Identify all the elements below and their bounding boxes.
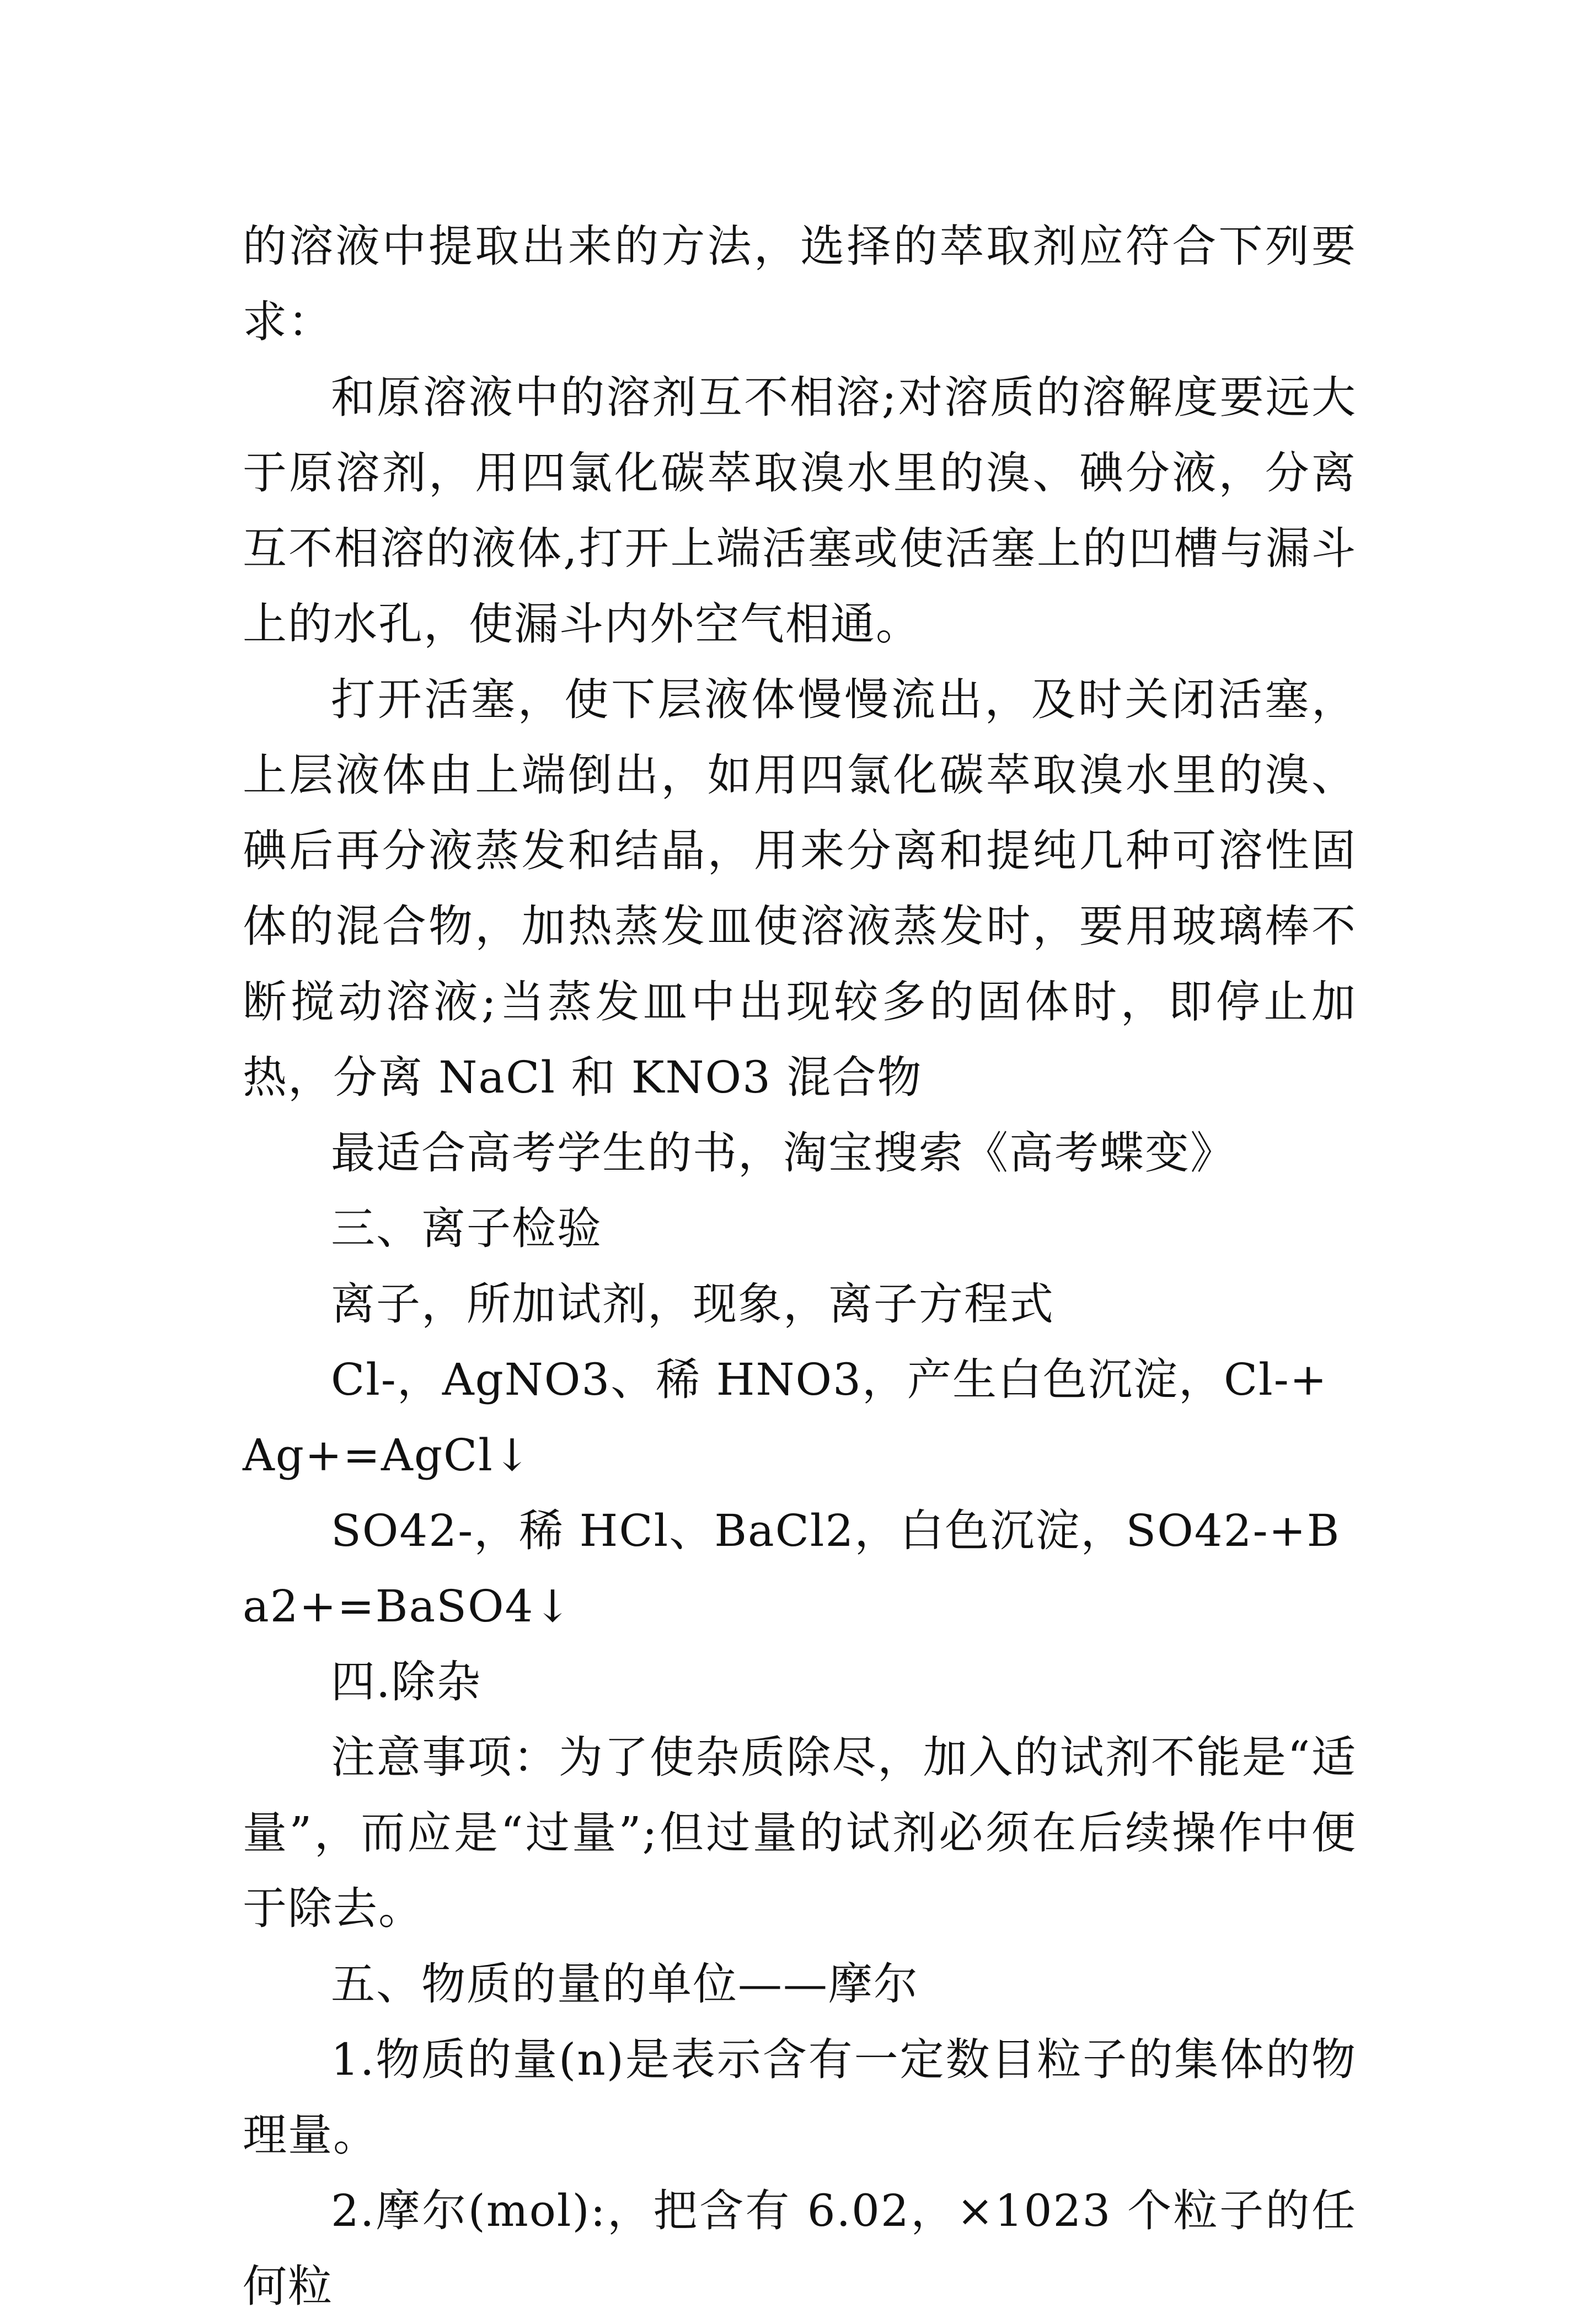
heading-impurity-removal: 四.除杂 xyxy=(331,1656,482,1707)
paragraph-extraction-method: 的溶液中提取出来的方法，选择的萃取剂应符合下列要求： xyxy=(243,221,1357,347)
ion-test-chloride: Cl-，AgNO3、稀 HNO3，产生白色沉淀，Cl-+Ag+=AgCl↓ xyxy=(243,1354,1328,1481)
paragraph-amount-of-substance: 1.物质的量(n)是表示含有一定数目粒子的集体的物理量。 xyxy=(243,2034,1357,2161)
ion-test-sulfate: SO42-，稀 HCl、BaCl2，白色沉淀，SO42-+Ba2+=BaSO4↓ xyxy=(243,1505,1341,1632)
document-body xyxy=(243,208,1357,2324)
paragraph-separating-funnel-evaporation: 打开活塞，使下层液体慢慢流出，及时关闭活塞，上层液体由上端倒出，如用四氯化碳萃取溴水里的溴、碘后再分液蒸发和结晶，用来分离和提纯几种可溶性固体的混合物，加热蒸发皿使溶液蒸发时，要用玻璃棒不断搅动溶液;当蒸发皿中出现较多的固体时，即停止加热，分离 NaCl 和 KNO3 混合物 xyxy=(243,674,1357,1103)
paragraph-book-advert: 最适合高考学生的书，淘宝搜索《高考蝶变》 xyxy=(331,1127,1235,1179)
heading-mole: 五、物质的量的单位——摩尔 xyxy=(331,1958,919,2010)
heading-ion-test: 三、离子检验 xyxy=(331,1203,602,1254)
paragraph-extractant-requirements: 和原溶液中的溶剂互不相溶;对溶质的溶解度要远大于原溶剂，用四氯化碳萃取溴水里的溴、碘分液，分离互不相溶的液体,打开上端活塞或使活塞上的凹槽与漏斗上的水孔，使漏斗内外空气相通。 xyxy=(243,372,1357,650)
ion-test-columns: 离子，所加试剂，现象，离子方程式 xyxy=(331,1278,1054,1330)
paragraph-mole-definition: 2.摩尔(mol):，把含有 6.02，×1023 个粒子的任何粒 xyxy=(243,2185,1357,2312)
paragraph-precautions: 注意事项：为了使杂质除尽，加入的试剂不能是“适量”，而应是“过量”;但过量的试剂必须在后续操作中便于除去。 xyxy=(243,1732,1357,1934)
